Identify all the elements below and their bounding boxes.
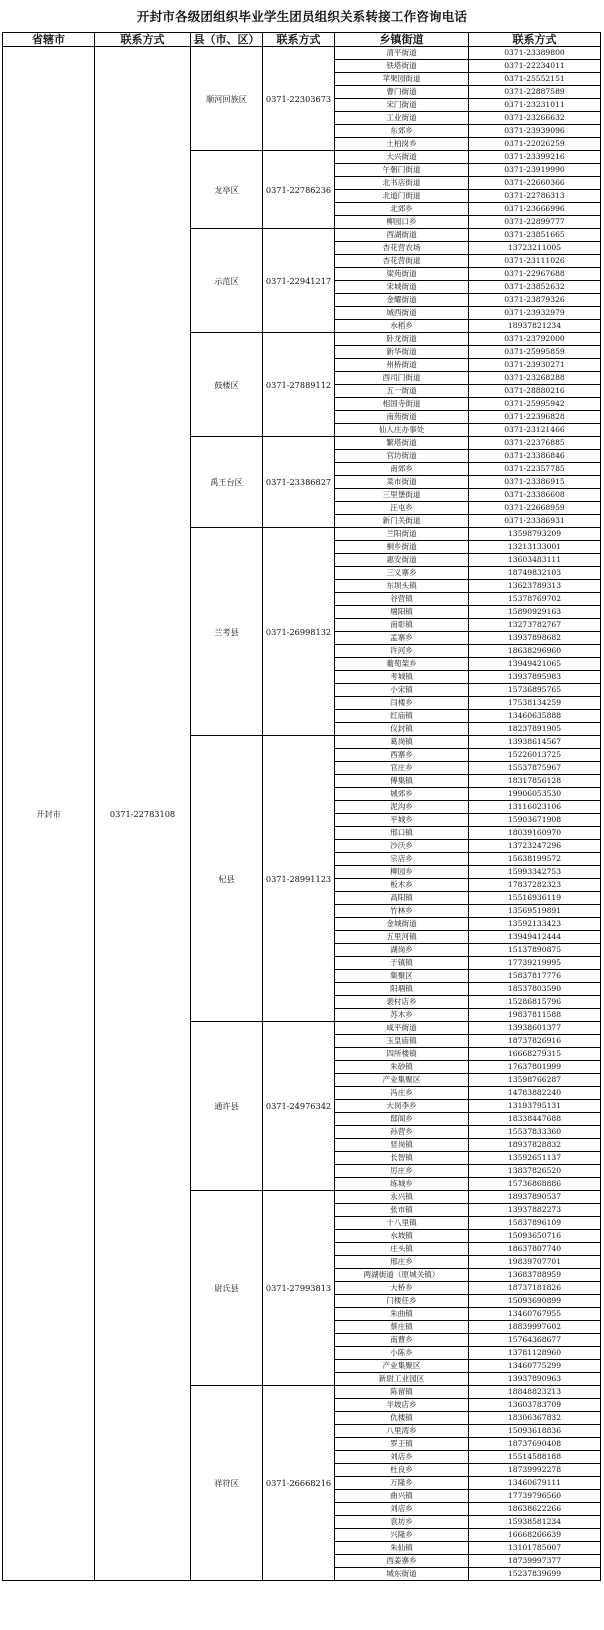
town-name: 宗店乡 <box>335 853 469 866</box>
table-row <box>3 47 601 60</box>
town-phone: 13101785007 <box>469 1542 601 1555</box>
contact-table <box>2 32 601 1581</box>
town-name: 孙营乡 <box>335 1126 469 1139</box>
town-name: 东郊乡 <box>335 125 469 138</box>
town-phone: 13460679111 <box>469 1477 601 1490</box>
town-name: 玉皇庙镇 <box>335 1035 469 1048</box>
district-name: 兰考县 <box>191 528 263 736</box>
town-name: 苏木乡 <box>335 1009 469 1022</box>
town-phone: 0371-22887589 <box>469 86 601 99</box>
town-name: 菜市街道 <box>335 476 469 489</box>
town-name: 州桥街道 <box>335 359 469 372</box>
town-name: 相国寺街道 <box>335 398 469 411</box>
town-phone: 0371-23231011 <box>469 99 601 112</box>
town-phone: 17837282323 <box>469 879 601 892</box>
town-name: 曹门街道 <box>335 86 469 99</box>
town-name: 大兴街道 <box>335 151 469 164</box>
town-name: 金耀街道 <box>335 294 469 307</box>
town-name: 八里湾乡 <box>335 1425 469 1438</box>
town-phone: 13592133423 <box>469 918 601 931</box>
town-name: 邸阁乡 <box>335 1113 469 1126</box>
town-phone: 18937821234 <box>469 320 601 333</box>
town-name: 朱砂镇 <box>335 1061 469 1074</box>
town-name: 集聚区 <box>335 970 469 983</box>
town-phone: 0371-23932979 <box>469 307 601 320</box>
town-phone: 13781128960 <box>469 1347 601 1360</box>
town-name: 张市镇 <box>335 1204 469 1217</box>
town-phone: 16668279315 <box>469 1048 601 1061</box>
town-phone: 17739219995 <box>469 957 601 970</box>
town-phone: 13213133001 <box>469 541 601 554</box>
town-phone: 0371-23879326 <box>469 294 601 307</box>
town-name: 裴村店乡 <box>335 996 469 1009</box>
town-name: 五一街道 <box>335 385 469 398</box>
town-name: 陈留镇 <box>335 1386 469 1399</box>
town-name: 兴隆乡 <box>335 1529 469 1542</box>
town-name: 竹林乡 <box>335 905 469 918</box>
town-phone: 18039160970 <box>469 827 601 840</box>
town-phone: 15093650716 <box>469 1230 601 1243</box>
town-name: 万隆乡 <box>335 1477 469 1490</box>
town-phone: 0371-23939096 <box>469 125 601 138</box>
town-name: 卧龙街道 <box>335 333 469 346</box>
town-phone: 0371-23386608 <box>469 489 601 502</box>
town-phone: 15993342753 <box>469 866 601 879</box>
town-phone: 0371-23851665 <box>469 229 601 242</box>
town-name: 朱仙镇 <box>335 1542 469 1555</box>
town-name: 三义寨乡 <box>335 567 469 580</box>
town-phone: 18306367832 <box>469 1412 601 1425</box>
town-phone: 16668266639 <box>469 1529 601 1542</box>
table-body <box>3 47 601 1581</box>
town-phone: 0371-23111026 <box>469 255 601 268</box>
town-phone: 0371-25995859 <box>469 346 601 359</box>
town-name: 永兴镇 <box>335 1191 469 1204</box>
town-name: 南郊乡 <box>335 463 469 476</box>
town-name: 许河乡 <box>335 645 469 658</box>
town-phone: 0371-22660366 <box>469 177 601 190</box>
town-phone: 0371-22357785 <box>469 463 601 476</box>
header-district-phone: 联系方式 <box>263 33 335 47</box>
town-phone: 0371-22396828 <box>469 411 601 424</box>
town-phone: 17538134259 <box>469 697 601 710</box>
town-name: 红庙镇 <box>335 710 469 723</box>
town-name: 西司门街道 <box>335 372 469 385</box>
town-name: 曲兴镇 <box>335 1490 469 1503</box>
town-name: 繁塔街道 <box>335 437 469 450</box>
town-phone: 18637807740 <box>469 1243 601 1256</box>
town-phone: 15537875967 <box>469 762 601 775</box>
town-name: 高阳镇 <box>335 892 469 905</box>
town-name: 官坊街道 <box>335 450 469 463</box>
district-name: 禹王台区 <box>191 437 263 528</box>
town-name: 庄头镇 <box>335 1243 469 1256</box>
town-phone: 19837811588 <box>469 1009 601 1022</box>
town-name: 平城乡 <box>335 814 469 827</box>
town-phone: 13592651137 <box>469 1152 601 1165</box>
town-name: 城东街道 <box>335 1568 469 1581</box>
town-phone: 13598793209 <box>469 528 601 541</box>
town-name: 新门关街道 <box>335 515 469 528</box>
town-phone: 13116023106 <box>469 801 601 814</box>
town-phone: 18737181826 <box>469 1282 601 1295</box>
town-phone: 13460635888 <box>469 710 601 723</box>
town-name: 考城镇 <box>335 671 469 684</box>
town-phone: 15237839699 <box>469 1568 601 1581</box>
town-phone: 18937828832 <box>469 1139 601 1152</box>
town-phone: 17739796560 <box>469 1490 601 1503</box>
town-phone: 15736895765 <box>469 684 601 697</box>
town-name: 西寨乡 <box>335 749 469 762</box>
town-phone: 15226013725 <box>469 749 601 762</box>
district-phone: 0371-22786236 <box>263 151 335 229</box>
town-phone: 18937890537 <box>469 1191 601 1204</box>
district-name: 示范区 <box>191 229 263 333</box>
town-name: 宋门街道 <box>335 99 469 112</box>
district-name: 鼓楼区 <box>191 333 263 437</box>
town-phone: 0371-22668959 <box>469 502 601 515</box>
town-phone: 15903671908 <box>469 814 601 827</box>
town-phone: 13937895983 <box>469 671 601 684</box>
town-name: 袁坊乡 <box>335 1516 469 1529</box>
town-phone: 18638296960 <box>469 645 601 658</box>
town-phone: 18737826916 <box>469 1035 601 1048</box>
town-phone: 0371-23930271 <box>469 359 601 372</box>
town-phone: 0371-28880216 <box>469 385 601 398</box>
town-phone: 13569519891 <box>469 905 601 918</box>
town-name: 傅集镇 <box>335 775 469 788</box>
town-name: 官庄乡 <box>335 762 469 775</box>
town-name: 仙人庄办事处 <box>335 424 469 437</box>
town-name: 产业集聚区 <box>335 1360 469 1373</box>
district-name: 顺河回族区 <box>191 47 263 151</box>
town-name: 葛岗镇 <box>335 736 469 749</box>
town-phone: 0371-23386931 <box>469 515 601 528</box>
district-name: 杞县 <box>191 736 263 1022</box>
district-phone: 0371-26998132 <box>263 528 335 736</box>
town-phone: 18317856128 <box>469 775 601 788</box>
town-phone: 13937882273 <box>469 1204 601 1217</box>
town-phone: 0371-22376885 <box>469 437 601 450</box>
district-name: 龙亭区 <box>191 151 263 229</box>
town-phone: 13949412444 <box>469 931 601 944</box>
town-phone: 0371-22026259 <box>469 138 601 151</box>
town-phone: 18638622266 <box>469 1503 601 1516</box>
town-name: 土柏岗乡 <box>335 138 469 151</box>
town-name: 宋城街道 <box>335 281 469 294</box>
town-phone: 15137890875 <box>469 944 601 957</box>
town-name: 大桥乡 <box>335 1282 469 1295</box>
town-phone: 18737690408 <box>469 1438 601 1451</box>
district-phone: 0371-24976342 <box>263 1022 335 1191</box>
town-phone: 18739997377 <box>469 1555 601 1568</box>
town-phone: 0371-23266632 <box>469 112 601 125</box>
town-name: 柳园乡 <box>335 866 469 879</box>
town-name: 孟寨乡 <box>335 632 469 645</box>
town-phone: 15736868886 <box>469 1178 601 1191</box>
town-name: 厉庄乡 <box>335 1165 469 1178</box>
town-name: 三里堡街道 <box>335 489 469 502</box>
town-phone: 15764368677 <box>469 1334 601 1347</box>
town-phone: 13273782767 <box>469 619 601 632</box>
town-phone: 18237891905 <box>469 723 601 736</box>
town-phone: 0371-23399216 <box>469 151 601 164</box>
town-name: 刘店乡 <box>335 1451 469 1464</box>
town-phone: 0371-23852632 <box>469 281 601 294</box>
town-name: 兰阳街道 <box>335 528 469 541</box>
district-phone: 0371-22303673 <box>263 47 335 151</box>
town-name: 小宋镇 <box>335 684 469 697</box>
town-phone: 15837896109 <box>469 1217 601 1230</box>
town-name: 水稻乡 <box>335 320 469 333</box>
town-phone: 0371-23666996 <box>469 203 601 216</box>
town-phone: 0371-23121466 <box>469 424 601 437</box>
town-name: 邢庄乡 <box>335 1256 469 1269</box>
town-phone: 13938601377 <box>469 1022 601 1035</box>
town-phone: 13949421065 <box>469 658 601 671</box>
town-name: 西姜寨乡 <box>335 1555 469 1568</box>
town-name: 十八里镇 <box>335 1217 469 1230</box>
town-phone: 13598766287 <box>469 1074 601 1087</box>
town-name: 城西街道 <box>335 307 469 320</box>
town-name: 北道门街道 <box>335 190 469 203</box>
town-name: 清平街道 <box>335 47 469 60</box>
town-name: 城郊乡 <box>335 788 469 801</box>
header-town: 乡镇街道 <box>335 33 469 47</box>
town-phone: 15378769702 <box>469 593 601 606</box>
town-name: 长智镇 <box>335 1152 469 1165</box>
town-phone: 13460767955 <box>469 1308 601 1321</box>
city-phone: 0371-22783108 <box>95 47 191 1581</box>
town-phone: 15890929163 <box>469 606 601 619</box>
town-name: 邢口镇 <box>335 827 469 840</box>
town-name: 苹果园街道 <box>335 73 469 86</box>
town-phone: 15537833360 <box>469 1126 601 1139</box>
town-name: 桐乡街道 <box>335 541 469 554</box>
city-name: 开封市 <box>3 47 95 1581</box>
town-name: 新尉工业园区 <box>335 1373 469 1386</box>
town-name: 泥沟乡 <box>335 801 469 814</box>
header-town-phone: 联系方式 <box>469 33 601 47</box>
town-name: 北书店街道 <box>335 177 469 190</box>
town-name: 阳堌镇 <box>335 983 469 996</box>
district-name: 通许县 <box>191 1022 263 1191</box>
town-phone: 0371-23919990 <box>469 164 601 177</box>
header-row <box>3 33 601 47</box>
town-name: 铁塔街道 <box>335 60 469 73</box>
town-phone: 18338447688 <box>469 1113 601 1126</box>
header-city: 省辖市 <box>3 33 95 47</box>
town-name: 工业街道 <box>335 112 469 125</box>
town-name: 湖岗乡 <box>335 944 469 957</box>
town-name: 杏花营街道 <box>335 255 469 268</box>
town-phone: 13603783709 <box>469 1399 601 1412</box>
district-name: 祥符区 <box>191 1386 263 1581</box>
town-phone: 0371-25995942 <box>469 398 601 411</box>
town-phone: 0371-23386846 <box>469 450 601 463</box>
town-name: 堌阳镇 <box>335 606 469 619</box>
town-name: 罗王镇 <box>335 1438 469 1451</box>
town-name: 板木乡 <box>335 879 469 892</box>
town-name: 蔡庄镇 <box>335 1321 469 1334</box>
district-phone: 0371-27889112 <box>263 333 335 437</box>
town-phone: 13193795131 <box>469 1100 601 1113</box>
town-phone: 0371-22967688 <box>469 268 601 281</box>
town-phone: 18739992278 <box>469 1464 601 1477</box>
town-name: 半坡店乡 <box>335 1399 469 1412</box>
town-phone: 15093690899 <box>469 1295 601 1308</box>
town-phone: 15286815796 <box>469 996 601 1009</box>
town-phone: 0371-22786313 <box>469 190 601 203</box>
town-name: 仇楼镇 <box>335 1412 469 1425</box>
town-name: 惠安街道 <box>335 554 469 567</box>
town-name: 汪屯乡 <box>335 502 469 515</box>
town-name: 练城乡 <box>335 1178 469 1191</box>
town-phone: 19839707701 <box>469 1256 601 1269</box>
header-city-phone: 联系方式 <box>95 33 191 47</box>
district-phone: 0371-23386827 <box>263 437 335 528</box>
district-phone: 0371-28991123 <box>263 736 335 1022</box>
town-phone: 0371-23389800 <box>469 47 601 60</box>
town-name: 朱曲镇 <box>335 1308 469 1321</box>
town-phone: 13937890963 <box>469 1373 601 1386</box>
town-name: 柳园口乡 <box>335 216 469 229</box>
town-name: 杜良乡 <box>335 1464 469 1477</box>
town-phone: 13723211005 <box>469 242 601 255</box>
town-phone: 15837817776 <box>469 970 601 983</box>
town-phone: 15093618836 <box>469 1425 601 1438</box>
town-phone: 13938614567 <box>469 736 601 749</box>
town-phone: 18839997602 <box>469 1321 601 1334</box>
town-name: 门楼任乡 <box>335 1295 469 1308</box>
town-name: 西湖街道 <box>335 229 469 242</box>
district-name: 尉氏县 <box>191 1191 263 1386</box>
town-name: 于镇镇 <box>335 957 469 970</box>
town-name: 闫楼乡 <box>335 697 469 710</box>
town-name: 新华街道 <box>335 346 469 359</box>
page-title: 开封市各级团组织毕业学生团员组织关系转接工作咨询电话 <box>136 9 468 24</box>
town-phone: 18537803590 <box>469 983 601 996</box>
town-name: 竖岗镇 <box>335 1139 469 1152</box>
town-phone: 18749832103 <box>469 567 601 580</box>
district-phone: 0371-26668216 <box>263 1386 335 1581</box>
town-phone: 13723247296 <box>469 840 601 853</box>
town-name: 南彰镇 <box>335 619 469 632</box>
town-name: 葡萄架乡 <box>335 658 469 671</box>
town-name: 北郊乡 <box>335 203 469 216</box>
town-name: 仪封镇 <box>335 723 469 736</box>
town-phone: 15516936119 <box>469 892 601 905</box>
town-phone: 14783882240 <box>469 1087 601 1100</box>
town-phone: 17637801999 <box>469 1061 601 1074</box>
town-name: 两湖街道（原城关镇） <box>335 1269 469 1282</box>
town-name: 南曹乡 <box>335 1334 469 1347</box>
town-name: 金城街道 <box>335 918 469 931</box>
town-name: 南苑街道 <box>335 411 469 424</box>
town-phone: 0371-23268288 <box>469 372 601 385</box>
town-phone: 0371-23792000 <box>469 333 601 346</box>
town-name: 产业集聚区 <box>335 1074 469 1087</box>
town-phone: 0371-23386915 <box>469 476 601 489</box>
town-phone: 18848823213 <box>469 1386 601 1399</box>
town-phone: 0371-25552151 <box>469 73 601 86</box>
town-phone: 13937898682 <box>469 632 601 645</box>
town-phone: 13603483111 <box>469 554 601 567</box>
town-phone: 15938581234 <box>469 1516 601 1529</box>
town-name: 谷营镇 <box>335 593 469 606</box>
town-phone: 15514588188 <box>469 1451 601 1464</box>
town-phone: 15638199572 <box>469 853 601 866</box>
town-name: 咸平街道 <box>335 1022 469 1035</box>
town-phone: 13460775299 <box>469 1360 601 1373</box>
town-phone: 13623789313 <box>469 580 601 593</box>
town-name: 刘店乡 <box>335 1503 469 1516</box>
district-phone: 0371-22941217 <box>263 229 335 333</box>
town-phone: 0371-22899777 <box>469 216 601 229</box>
town-phone: 13683788959 <box>469 1269 601 1282</box>
town-name: 水坡镇 <box>335 1230 469 1243</box>
town-phone: 19906053530 <box>469 788 601 801</box>
town-name: 冯庄乡 <box>335 1087 469 1100</box>
town-name: 四所楼镇 <box>335 1048 469 1061</box>
town-phone: 13837826520 <box>469 1165 601 1178</box>
town-name: 沙沃乡 <box>335 840 469 853</box>
town-name: 大岗李乡 <box>335 1100 469 1113</box>
town-phone: 0371-22234011 <box>469 60 601 73</box>
header-district: 县（市、区） <box>191 33 263 47</box>
town-name: 小陈乡 <box>335 1347 469 1360</box>
town-name: 五里河镇 <box>335 931 469 944</box>
town-name: 杏花营农场 <box>335 242 469 255</box>
town-name: 午朝门街道 <box>335 164 469 177</box>
district-phone: 0371-27993813 <box>263 1191 335 1386</box>
town-name: 东坝头镇 <box>335 580 469 593</box>
town-name: 梁苑街道 <box>335 268 469 281</box>
